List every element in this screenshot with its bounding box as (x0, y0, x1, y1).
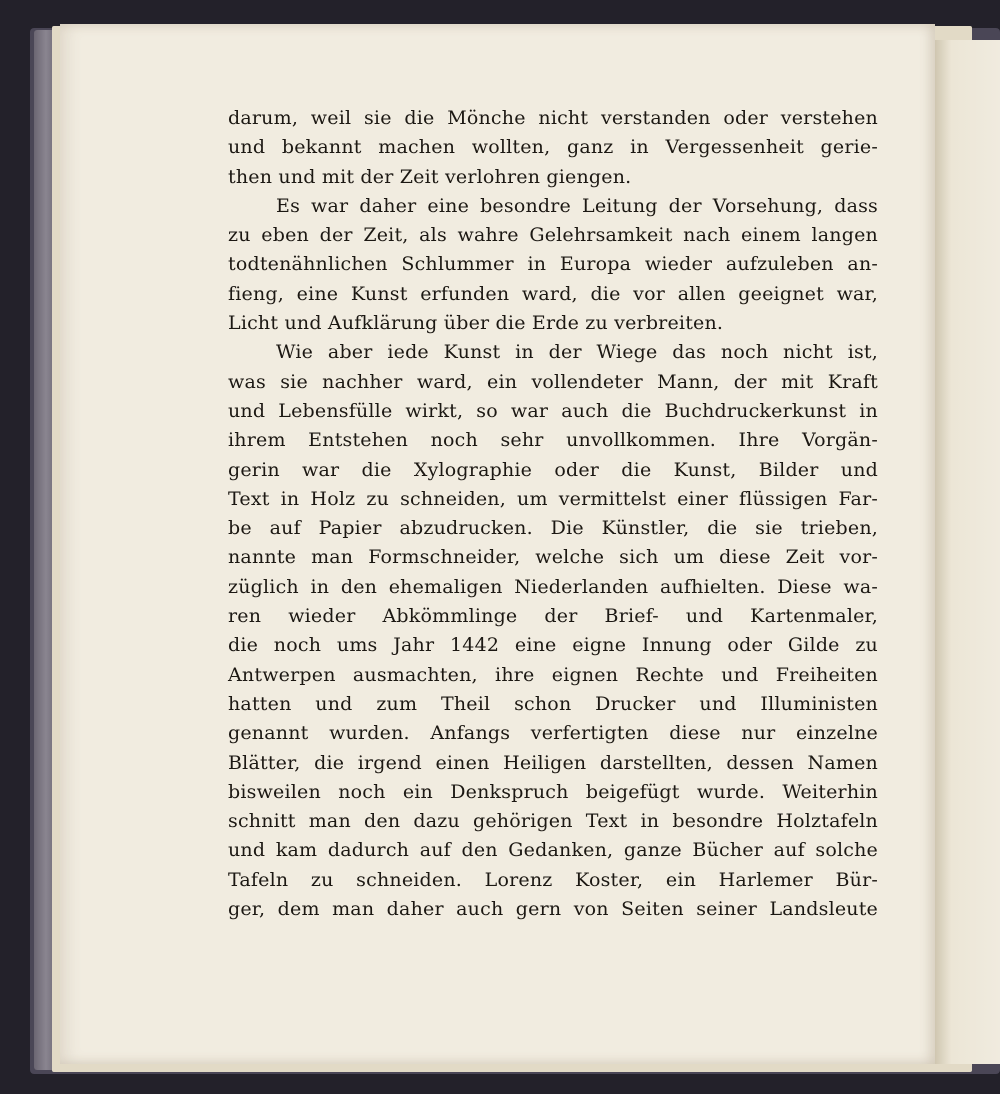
text-line: todtenähnlichen Schlummer in Europa wieder aufzuleben an- (228, 253, 878, 276)
text-line: die noch ums Jahr 1442 eine eigne Innung oder Gilde zu (228, 634, 878, 657)
facing-page-edge (935, 40, 1000, 1064)
text-line: und kam dadurch auf den Gedanken, ganze Bücher auf solche (228, 839, 878, 862)
text-line: Tafeln zu schneiden. Lorenz Koster, ein Harlemer Bür- (228, 868, 878, 891)
text-line: ger, dem man daher auch gern von Seiten seiner Landsleute (228, 898, 878, 921)
text-line: Text in Holz zu schneiden, um vermittelst einer flüssigen Far- (228, 487, 878, 510)
text-line: bisweilen noch ein Denkspruch beigefügt wurde. Weiterhin (228, 780, 878, 803)
text-line: Blätter, die irgend einen Heiligen darstellten, dessen Namen (228, 751, 878, 774)
text-line: Licht und Aufklärung über die Erde zu verbreiten. (228, 312, 724, 335)
text-line: Es war daher eine besondre Leitung der Vorsehung, dass (276, 194, 878, 217)
text-line: und bekannt machen wollten, ganz in Vergessenheit gerie- (228, 136, 878, 159)
text-line: und Lebensfülle wirkt, so war auch die Buchdruckerkunst in (228, 399, 878, 422)
text-line: ihrem Entstehen noch sehr unvollkommen. Ihre Vorgän- (228, 429, 878, 452)
text-line: zu eben der Zeit, als wahre Gelehrsamkeit nach einem langen (228, 224, 878, 247)
text-line: Antwerpen ausmachten, ihre eignen Rechte und Freiheiten (228, 663, 878, 686)
text-line: nannte man Formschneider, welche sich um diese Zeit vor- (228, 546, 878, 569)
page-text-block (228, 104, 878, 924)
text-line: darum, weil sie die Mönche nicht verstanden oder verstehen (228, 107, 878, 129)
text-line: genannt wurden. Anfangs verfertigten diese nur einzelne (228, 722, 878, 745)
text-line: schnitt man den dazu gehörigen Text in besondre Holztafeln (228, 810, 878, 833)
text-line: ren wieder Abkömmlinge der Brief- und Kartenmaler, (228, 605, 878, 628)
text-line: gerin war die Xylographie oder die Kunst, Bilder und (228, 458, 878, 481)
text-line: hatten und zum Theil schon Drucker und Illuministen (228, 692, 878, 715)
text-line: fieng, eine Kunst erfunden ward, die vor allen geeignet war, (228, 282, 878, 305)
text-line: then und mit der Zeit verlohren giengen. (228, 165, 632, 188)
text-line: züglich in den ehemaligen Niederlanden aufhielten. Diese wa- (228, 575, 878, 598)
text-line: Wie aber iede Kunst in der Wiege das noch nicht ist, (276, 341, 878, 364)
text-line: was sie nachher ward, ein vollendeter Mann, der mit Kraft (228, 370, 878, 393)
text-line: be auf Papier abzudrucken. Die Künstler, die sie trieben, (228, 517, 878, 540)
